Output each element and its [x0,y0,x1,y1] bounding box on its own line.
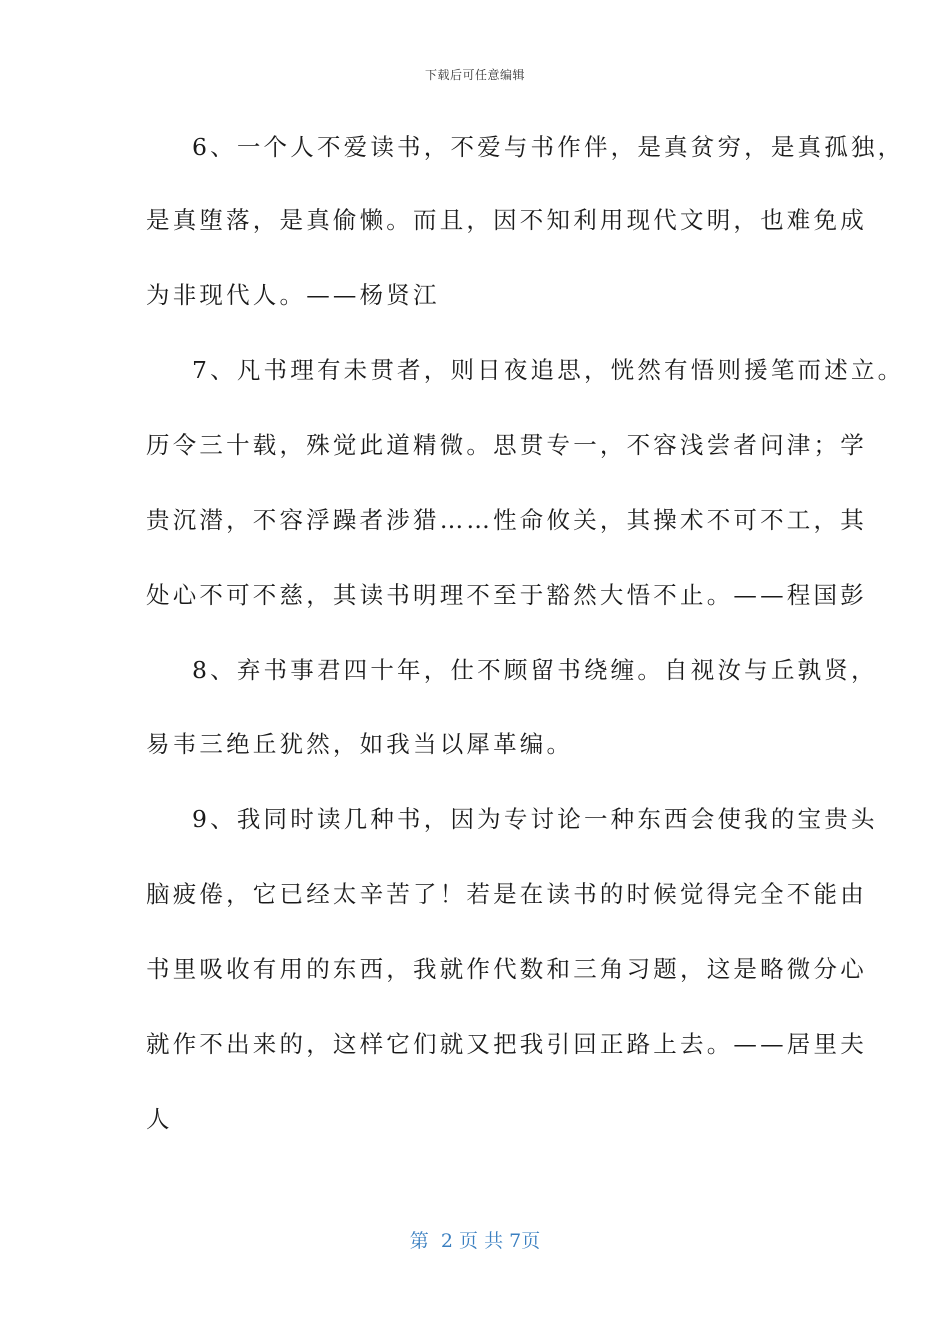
footer-page-label: 页 [459,1230,479,1252]
body-line-5: 历令三十载，殊觉此道精微。思贯专一，不容浅尝者问津；学 [146,431,867,459]
page-header: 下载后可任意编辑 [424,68,525,82]
body-line-14: 人 [146,1105,173,1133]
body-line-10: 9、我同时读几种书，因为专讨论一种东西会使我的宝贵头 [192,805,878,833]
body-line-2: 是真堕落，是真偷懒。而且，因不知利用现代文明，也难免成 [146,206,867,234]
body-line-7: 处心不可不慈，其读书明理不至于豁然大悟不止。——程国彭 [146,581,867,609]
body-line-4: 7、凡书理有未贯者，则日夜追思，恍然有悟则援笔而述立。 [192,356,905,384]
body-line-12: 书里吸收有用的东西，我就作代数和三角习题，这是略微分心 [146,955,867,983]
footer-total-pages: 7 [509,1230,522,1252]
body-line-1: 6、一个人不爱读书，不爱与书作伴，是真贫穷，是真孤独， [192,133,905,161]
footer-suffix: 页 [521,1230,541,1252]
body-line-3: 为非现代人。——杨贤江 [146,281,440,309]
body-line-11: 脑疲倦，它已经太辛苦了！若是在读书的时候觉得完全不能由 [146,880,867,908]
body-line-9: 易韦三绝丘犹然，如我当以犀革编。 [146,730,574,758]
footer-prefix: 第 [409,1230,429,1252]
footer-total-label: 共 [484,1230,504,1252]
body-line-6: 贵沉潜，不容浮躁者涉猎……性命攸关，其操术不可不工，其 [146,506,867,534]
body-line-8: 8、弃书事君四十年，仕不顾留书绕缠。自视汝与丘孰贤， [192,656,878,684]
page-footer [0,1226,950,1253]
footer-current-page: 2 [440,1230,453,1252]
body-line-13: 就作不出来的，这样它们就又把我引回正路上去。——居里夫 [146,1030,867,1058]
